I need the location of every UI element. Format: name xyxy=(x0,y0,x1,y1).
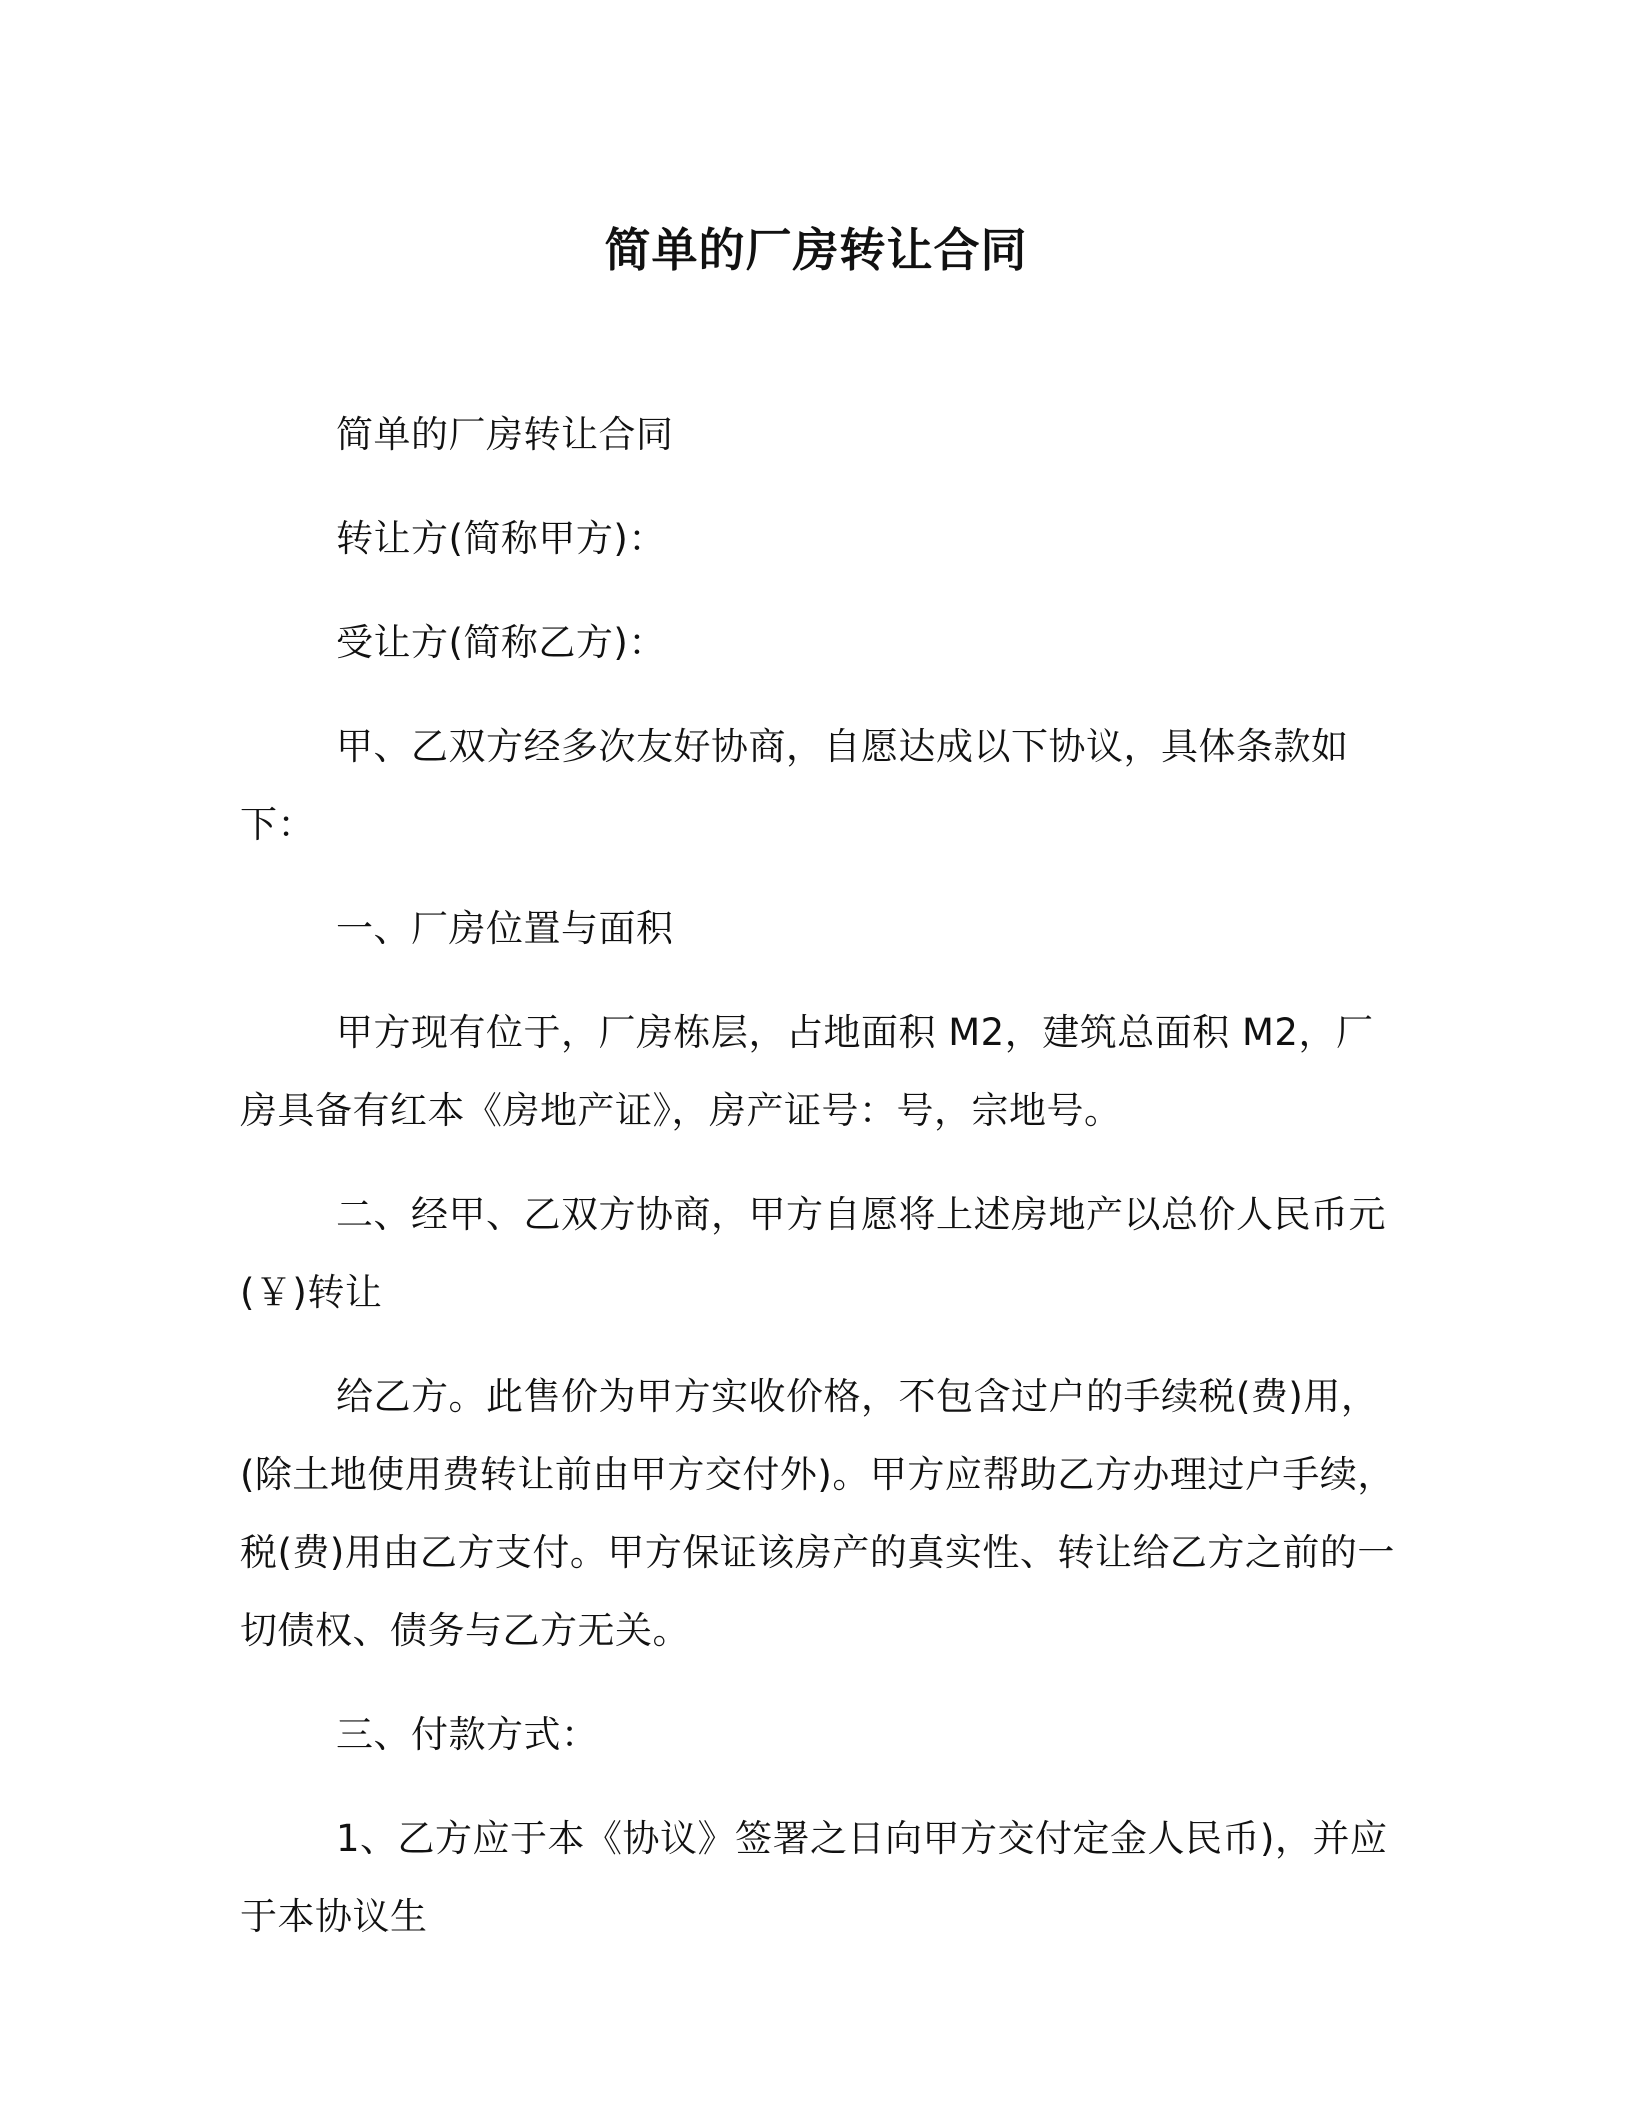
document-body xyxy=(240,396,1400,1982)
paragraph-transferor: 转让方(简称甲方)： xyxy=(336,517,666,560)
paragraph-price-terms: 给乙方。此售价为甲方实收价格，不包含过户的手续税(费)用，(除土地使用费转让前由甲方交付外)。甲方应帮助乙方办理过户手续，税(费)用由乙方支付。甲方保证该房产的真实性、转让给乙方之前的一切债权、债务与乙方无关。 xyxy=(240,1375,1395,1652)
paragraph-heading: 简单的厂房转让合同 xyxy=(336,413,674,456)
paragraph-payment-deposit: 1、乙方应于本《协议》签署之日向甲方交付定金人民币)，并应于本协议生 xyxy=(240,1817,1388,1938)
section-heading-location-area: 一、厂房位置与面积 xyxy=(336,907,674,950)
paragraph-transferee: 受让方(简称乙方)： xyxy=(336,621,666,664)
paragraph-agreement-intro: 甲、乙双方经多次友好协商，自愿达成以下协议，具体条款如下： xyxy=(240,725,1349,846)
document-title: 简单的厂房转让合同 xyxy=(604,223,1028,277)
paragraph-location-area: 甲方现有位于，厂房栋层，占地面积 M2，建筑总面积 M2，厂房具备有红本《房地产证》，房产证号：号，宗地号。 xyxy=(240,1011,1374,1132)
paragraph-transfer-price: 二、经甲、乙双方协商，甲方自愿将上述房地产以总价人民币元(￥)转让 xyxy=(240,1193,1386,1314)
section-heading-payment: 三、付款方式： xyxy=(336,1713,599,1756)
